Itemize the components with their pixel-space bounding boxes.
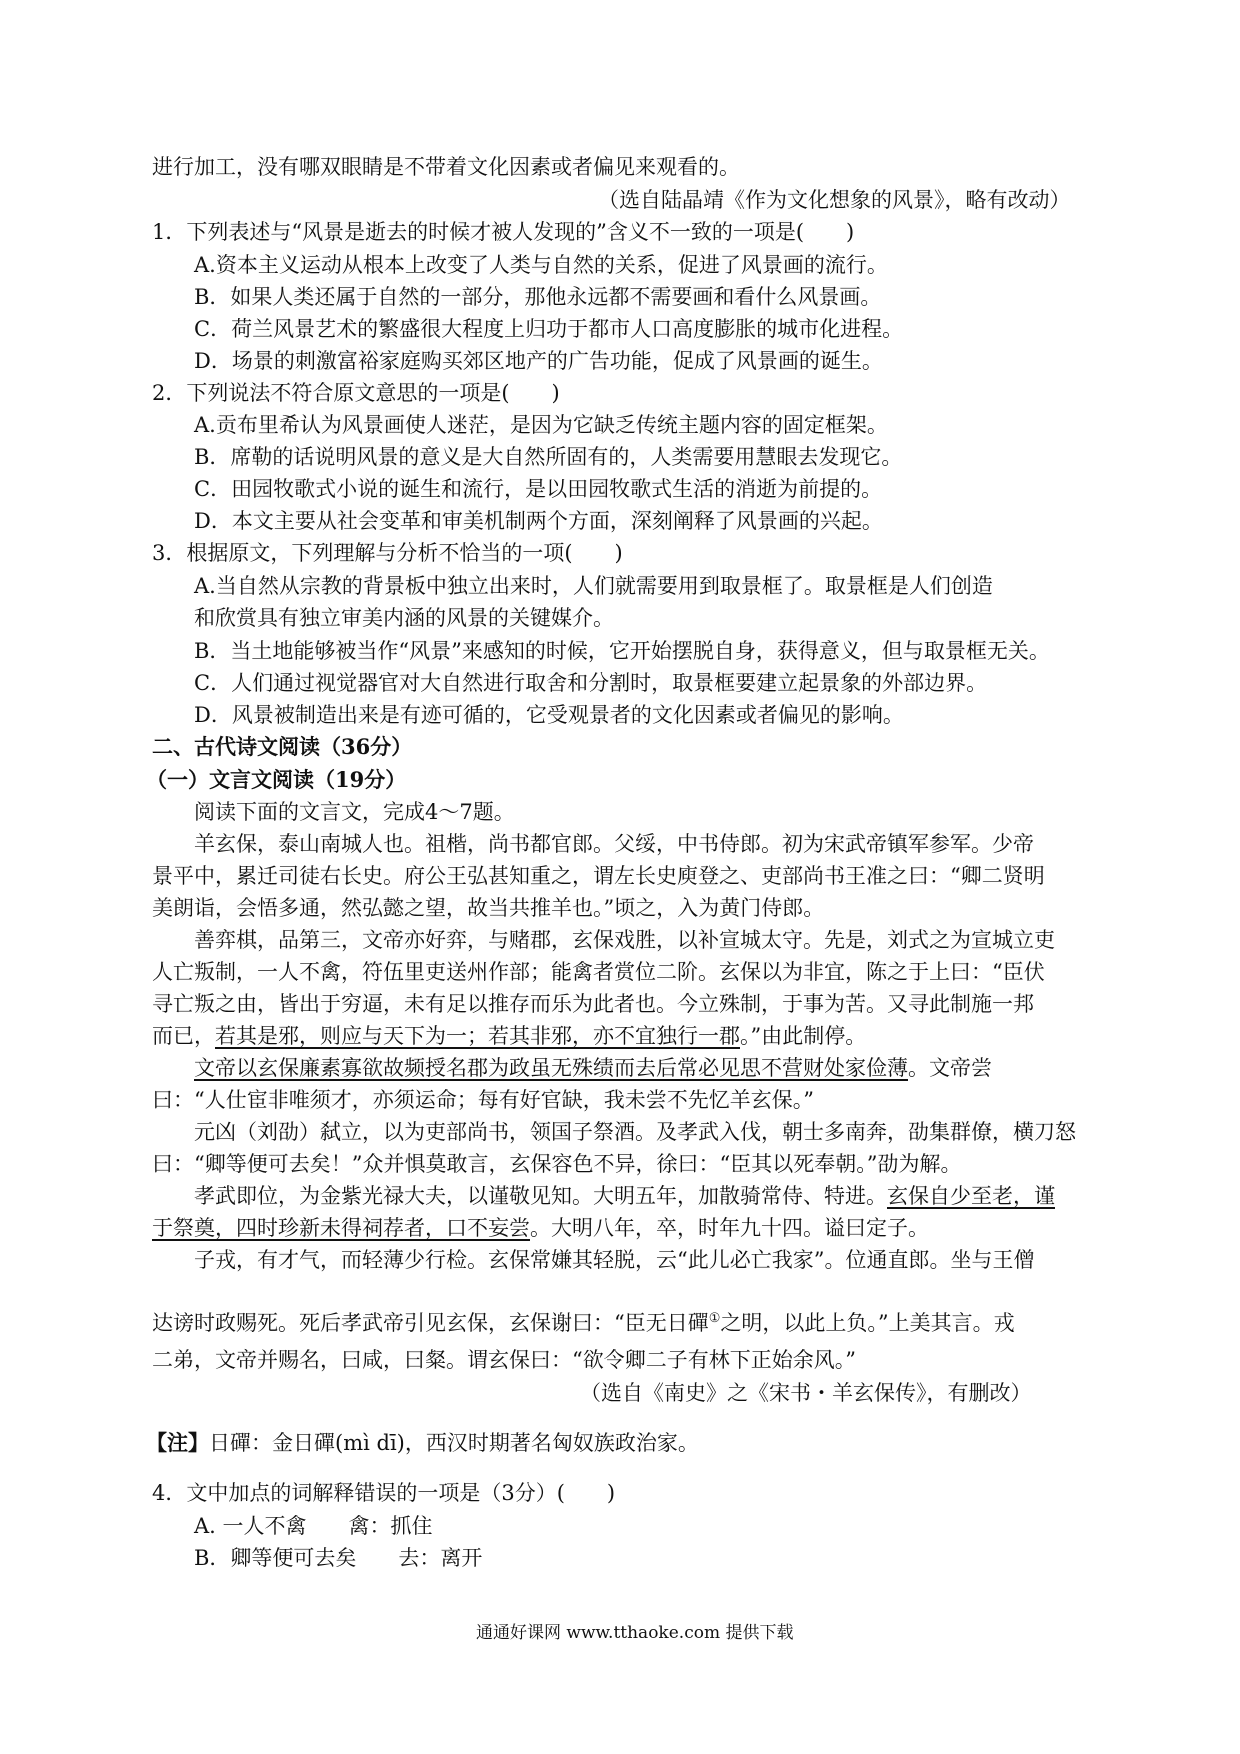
option-a: A.资本主义运动从根本上改变了人类与自然的关系，促进了风景画的流行。 bbox=[194, 253, 888, 277]
classical-text-line: 曰：“卿等便可去矣！”众并惧莫敢言，玄保容色不异，徐曰：“臣其以死奉朝。”劭为解。 bbox=[152, 1152, 962, 1176]
classical-text-line: 寻亡叛之由，皆出于穷逼，未有足以推存而乐为此者也。今立殊制，于事为苦。又寻此制施一邦 bbox=[152, 992, 1034, 1016]
classical-text-line: 善弈棋，品第三，文帝亦好弈，与赌郡，玄保戏胜，以补宣城太守。先是，刘式之为宣城立吏 bbox=[194, 928, 1055, 952]
option-a: A.贡布里希认为风景画使人迷茫，是因为它缺乏传统主题内容的固定框架。 bbox=[194, 413, 888, 437]
option-d: D．本文主要从社会变革和审美机制两个方面，深刻阐释了风景画的兴起。 bbox=[194, 509, 883, 533]
subsection-heading: （一）文言文阅读（19分） bbox=[146, 767, 407, 792]
option-b: B．卿等便可去矣 去：离开 bbox=[194, 1546, 483, 1570]
footnote-label: 【注】 bbox=[146, 1430, 209, 1455]
footnote-text: 日磾：金日磾(mì dī)，西汉时期著名匈奴族政治家。 bbox=[209, 1431, 699, 1455]
option-c: C．人们通过视觉器官对大自然进行取舍和分割时，取景框要建立起景象的外部边界。 bbox=[194, 671, 988, 695]
question-4: 4．文中加点的词解释错误的一项是（3分）( ) bbox=[152, 1481, 616, 1505]
classical-text-line bbox=[152, 1304, 1015, 1338]
source-citation: （选自《南史》之《宋书・羊玄保传》，有删改） bbox=[580, 1381, 1032, 1405]
option-c: C．田园牧歌式小说的诞生和流行，是以田园牧歌式生活的消逝为前提的。 bbox=[194, 477, 883, 501]
rare-character: 磾 bbox=[687, 1311, 709, 1335]
classical-text-line: 子戎，有才气，而轻薄少行检。玄保常嫌其轻脱，云“此儿必亡我家”。位通直郎。坐与王僧 bbox=[194, 1248, 1035, 1272]
option-a: A.当自然从宗教的背景板中独立出来时，人们就需要用到取景框了。取景框是人们创造 bbox=[194, 574, 993, 598]
classical-text-line: 美朗诣，会悟多通，然弘懿之望，故当共推羊也。”顷之，入为黄门侍郎。 bbox=[152, 896, 825, 920]
page-footer: 通通好课网 www.tthaoke.com 提供下载 bbox=[476, 1623, 794, 1643]
text-segment: 。大明八年，卒，时年九十四。谥曰定子。 bbox=[530, 1216, 929, 1240]
text-segment: 。文帝尝 bbox=[908, 1056, 992, 1080]
footnote bbox=[146, 1428, 699, 1458]
instruction: 阅读下面的文言文，完成4～7题。 bbox=[194, 800, 515, 824]
classical-text-line: 曰：“人仕宦非唯须才，亦须运命；每有好官缺，我未尝不先忆羊玄保。” bbox=[152, 1088, 814, 1112]
option-a: A. 一人不禽 禽：抓住 bbox=[194, 1514, 433, 1538]
classical-text-line bbox=[152, 1213, 929, 1243]
classical-text-line: 人亡叛制，一人不禽，符伍里吏送州作部；能禽者赏位二阶。玄保以为非宜，陈之于上曰：“臣伏 bbox=[152, 960, 1045, 984]
classical-text-line: 二弟，文帝并赐名，曰咸，曰粲。谓玄保曰：“欲令卿二子有林下正始余风。” bbox=[152, 1348, 856, 1372]
underlined-sentence: 若其是邪，则应与天下为一；若其非邪，亦不宜独行一郡 bbox=[215, 1024, 740, 1048]
text-segment: 。”由此制停。 bbox=[740, 1024, 867, 1048]
text-segment: 之明，以此上负。”上美其言。戎 bbox=[720, 1311, 1015, 1335]
option-d: D．场景的刺激富裕家庭购买郊区地产的广告功能，促成了风景画的诞生。 bbox=[194, 349, 883, 373]
classical-text-line: 羊玄保，泰山南城人也。祖楷，尚书都官郎。父绥，中书侍郎。初为宋武帝镇军参军。少帝 bbox=[194, 832, 1034, 856]
classical-text-line bbox=[194, 1181, 1055, 1211]
text-segment: 孝武即位，为金紫光禄大夫，以谨敬见知。大明五年，加散骑常侍、特进。 bbox=[194, 1184, 887, 1208]
option-b: B．当土地能够被当作“风景”来感知的时候，它开始摆脱自身，获得意义，但与取景框无关。 bbox=[194, 639, 1050, 663]
classical-text-line bbox=[194, 1053, 992, 1083]
footnote-marker: ① bbox=[708, 1311, 721, 1326]
underlined-sentence: 玄保自少至老，谨 bbox=[887, 1184, 1055, 1208]
option-c: C．荷兰风景艺术的繁盛很大程度上归功于都市人口高度膨胀的城市化进程。 bbox=[194, 317, 904, 341]
option-b: B．如果人类还属于自然的一部分，那他永远都不需要画和看什么风景画。 bbox=[194, 285, 882, 309]
underlined-sentence: 文帝以玄保廉素寡欲故频授名郡为政虽无殊绩而去后常必见思不营财处家俭薄 bbox=[194, 1056, 908, 1080]
question-3: 3．根据原文，下列理解与分析不恰当的一项( ) bbox=[152, 541, 623, 565]
text-segment: 达谤时政赐死。死后孝武帝引见玄保，玄保谢曰：“臣无日 bbox=[152, 1311, 688, 1335]
question-1: 1．下列表述与“风景是逝去的时候才被人发现的”含义不一致的一项是( ) bbox=[152, 220, 855, 244]
classical-text-line bbox=[152, 1021, 866, 1051]
source-citation: （选自陆晶靖《作为文化想象的风景》，略有改动） bbox=[598, 188, 1071, 212]
classical-text-line: 元凶（刘劭）弑立，以为吏部尚书，领国子祭酒。及孝武入伐，朝士多南奔，劭集群僚，横刀怒 bbox=[194, 1120, 1076, 1144]
option-a-continued: 和欣赏具有独立审美内涵的风景的关键媒介。 bbox=[194, 606, 614, 630]
section-heading: 二、古代诗文阅读（36分） bbox=[152, 734, 413, 759]
underlined-sentence: 于祭奠，四时珍新未得祠荐者，口不妄尝 bbox=[152, 1216, 530, 1240]
option-d: D．风景被制造出来是有迹可循的，它受观景者的文化因素或者偏见的影响。 bbox=[194, 703, 904, 727]
text-segment: 而已， bbox=[152, 1024, 215, 1048]
passage-line: 进行加工，没有哪双眼睛是不带着文化因素或者偏见来观看的。 bbox=[152, 155, 740, 179]
classical-text-line: 景平中，累迁司徒右长史。府公王弘甚知重之，谓左长史庾登之、吏部尚书王准之曰：“卿二贤明 bbox=[152, 864, 1045, 888]
option-b: B．席勒的话说明风景的意义是大自然所固有的，人类需要用慧眼去发现它。 bbox=[194, 445, 903, 469]
question-2: 2．下列说法不符合原文意思的一项是( ) bbox=[152, 381, 560, 405]
